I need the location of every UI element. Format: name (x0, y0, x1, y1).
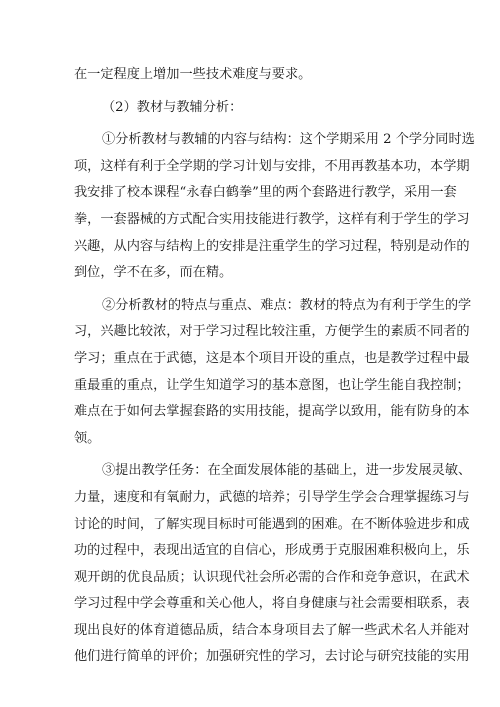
paragraph-line: ③提出教学任务：在全面发展体能的基础上，进一步发展灵敏、 (102, 463, 472, 479)
paragraph-features-focus (74, 293, 472, 453)
paragraph-line: ②分析教材的特点与重点、难点：教材的特点为有利于学生的学 (102, 297, 472, 313)
paragraph-teaching-tasks (74, 458, 472, 671)
paragraph-line: 难点在于如何去掌握套路的实用技能，提高学以致用，能有防身的本 (74, 404, 470, 420)
paragraph-line: 学习；重点在于武德，这是本个项目开设的重点，也是教学过程中最 (74, 350, 470, 366)
paragraph-line: 学习过程中学会尊重和关心他人，将自身健康与社会需要相联系，表 (74, 596, 470, 612)
paragraph-line: 兴趣，从内容与结构上的安排是注重学生的学习过程，特别是动作的 (74, 238, 470, 254)
paragraph-line: 到位，学不在多，而在精。 (74, 265, 233, 281)
paragraph-content-structure (74, 127, 475, 287)
paragraph-line: 领。 (74, 430, 101, 446)
paragraph-line: 项，这样有利于全学期的学习计划与安排，不用再教基本功，本学期 (74, 158, 470, 174)
paragraph-line: ①分析教材与教辅的内容与结构：这个学期采用 2 个学分同时选 (102, 132, 475, 148)
opening-line: 在一定程度上增加一些技术难度与要求。 (74, 67, 312, 82)
paragraph-line: 讨论的时间，了解实现目标时可能遇到的困难。在不断体验进步和成 (74, 516, 470, 532)
paragraph-line: 观开朗的优良品质；认识现代社会所必需的合作和竞争意识，在武术 (74, 569, 470, 585)
paragraph-line: 重最重的重点，让学生知道学习的基本意图，也让学生能自我控制； (74, 377, 470, 393)
document-page (74, 62, 475, 671)
paragraph-line: 功的过程中，表现出适宜的自信心，形成勇于克服困难积极向上，乐 (74, 543, 470, 559)
paragraph-line: 我安排了校本课程“永春白鹤拳”里的两个套路进行教学，采用一套 (74, 185, 457, 201)
paragraph-line: 他们进行简单的评价；加强研究性的学习，去讨论与研究技能的实用 (74, 649, 470, 665)
paragraph-line: 拳，一套器械的方式配合实用技能进行教学，这样有利于学生的学习 (74, 211, 470, 227)
paragraph-line: 现出良好的体育道德品质，结合本身项目去了解一些武术名人并能对 (74, 622, 470, 638)
section-heading: （2）教材与教辅分析： (102, 99, 243, 115)
paragraph-line: 习，兴趣比较浓，对于学习过程比较注重，方便学生的素质不同者的 (74, 324, 470, 340)
paragraph-line: 力量，速度和有氧耐力，武德的培养；引导学生学会合理掌握练习与 (74, 489, 470, 505)
